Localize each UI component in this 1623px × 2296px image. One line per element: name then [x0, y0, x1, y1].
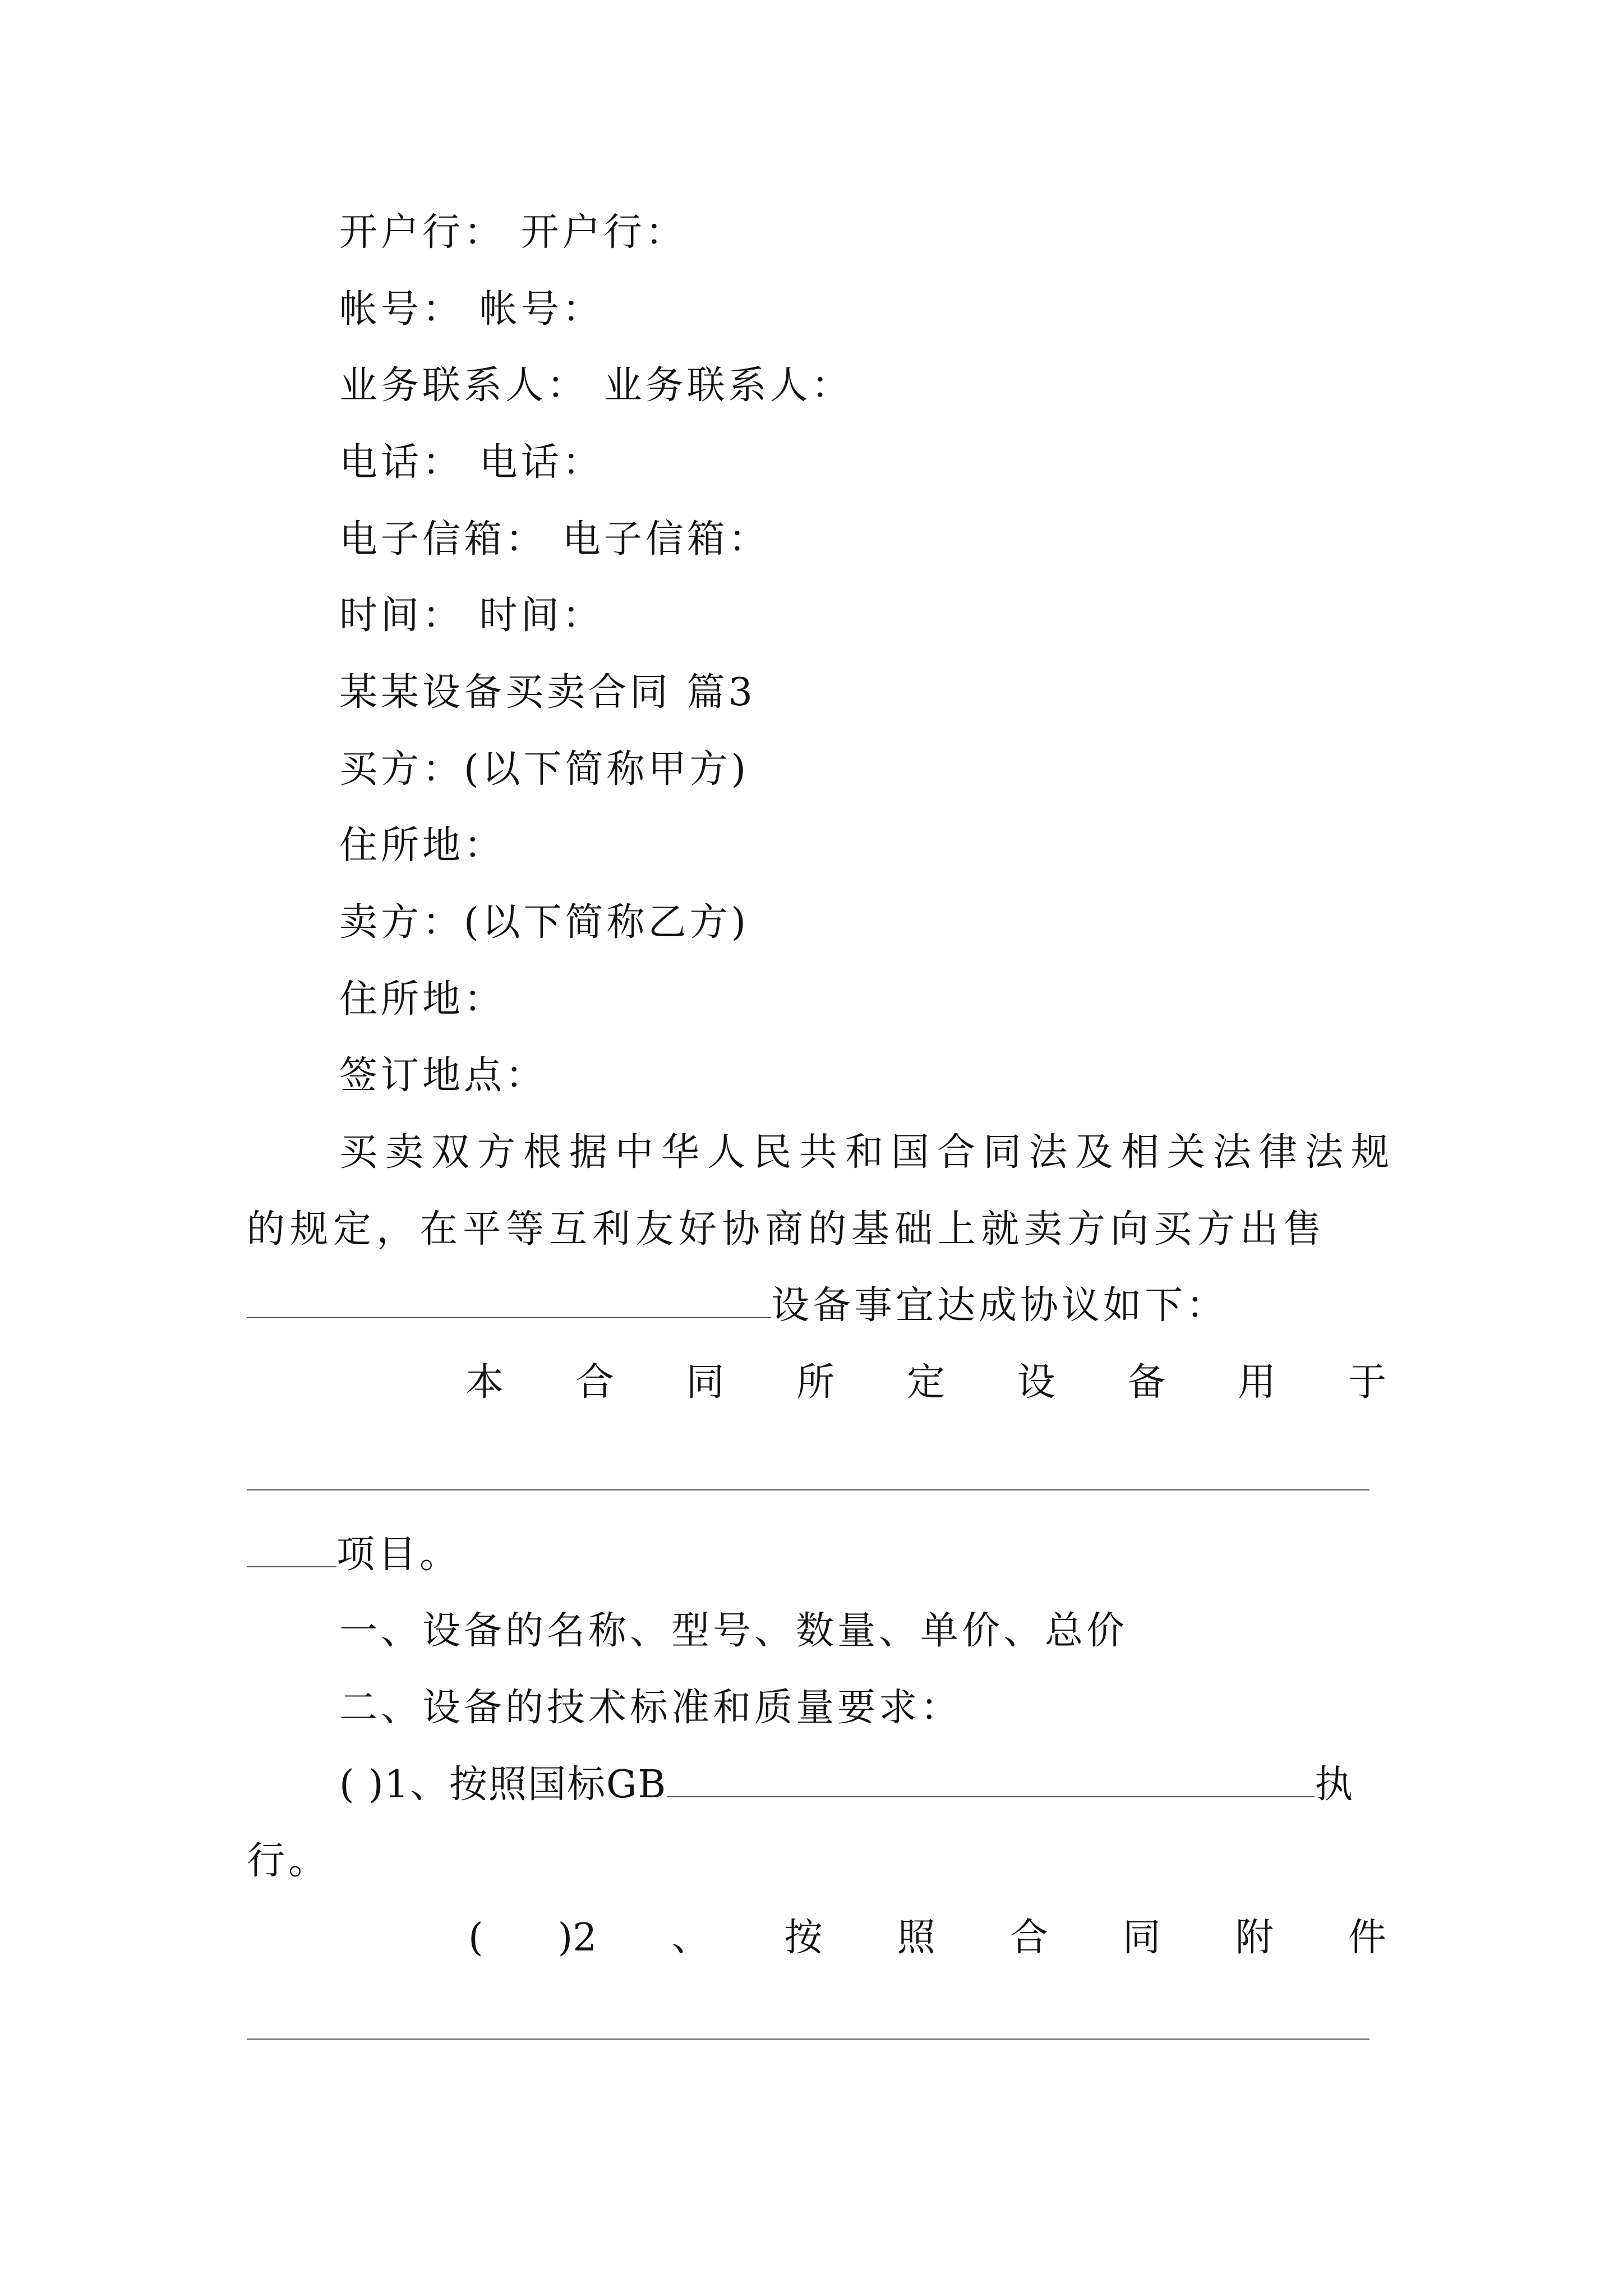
sign-place-line: 签订地点： [339, 1053, 547, 1098]
purpose-line [465, 1358, 1386, 1408]
standard-1-continuation: 行。 [247, 1839, 330, 1883]
project-line [247, 1530, 461, 1580]
standard-2-word: 同 [1122, 1916, 1161, 1960]
standard-2-word: 合 [1009, 1916, 1048, 1960]
purpose-word: 所 [796, 1360, 835, 1405]
standard-1-suffix: 执 [1315, 1763, 1354, 1807]
intro-suffix: 设备事宜达成协议如下： [771, 1283, 1228, 1328]
purpose-word: 同 [686, 1360, 725, 1405]
email-line: 电子信箱： 电子信箱： [339, 517, 770, 562]
seller-line: 卖方：(以下简称乙方) [339, 900, 750, 945]
project-blank [247, 1531, 336, 1567]
intro-paragraph-line-2: 的规定，在平等互利友好协商的基础上就卖方向买方出售 [247, 1207, 1327, 1251]
purpose-word: 合 [575, 1360, 614, 1405]
standard-2-word: 照 [897, 1916, 935, 1960]
standard-2-word: 按 [784, 1916, 823, 1960]
seller-address-line: 住所地： [339, 977, 506, 1022]
purpose-word: 设 [1017, 1360, 1055, 1405]
time-line: 时间： 时间： [339, 593, 604, 638]
standard-1-prefix: ( )1、按照国标GB [339, 1763, 667, 1807]
gb-number-blank [667, 1761, 1315, 1797]
account-line: 帐号： 帐号： [339, 287, 604, 332]
purpose-word: 用 [1238, 1360, 1276, 1405]
attachment-blank-rule [247, 2039, 1370, 2040]
contact-line: 业务联系人： 业务联系人： [339, 364, 853, 408]
purpose-word: 备 [1127, 1360, 1166, 1405]
intro-paragraph-line-3 [247, 1281, 1228, 1331]
standard-2-word: 件 [1348, 1916, 1386, 1960]
buyer-address-line: 住所地： [339, 823, 506, 868]
phone-line: 电话： 电话： [339, 440, 604, 485]
section-1-heading: 一、设备的名称、型号、数量、单价、总价 [339, 1609, 1128, 1653]
standard-2-line [468, 1913, 1386, 1963]
bank-line: 开户行： 开户行： [339, 210, 687, 255]
standard-2-word: )2 [557, 1916, 597, 1960]
standard-2-word: 附 [1235, 1916, 1274, 1960]
standard-2-word: 、 [671, 1916, 710, 1960]
buyer-line: 买方：(以下简称甲方) [339, 747, 750, 792]
equipment-blank [247, 1282, 771, 1318]
section-2-heading: 二、设备的技术标准和质量要求： [339, 1686, 962, 1730]
project-suffix: 项目。 [336, 1533, 462, 1577]
standard-2-word: ( [468, 1916, 483, 1960]
standard-1-line [339, 1760, 1386, 1810]
purpose-word: 本 [465, 1360, 504, 1405]
contract-heading: 某某设备买卖合同 篇3 [339, 670, 756, 715]
purpose-word: 定 [906, 1360, 945, 1405]
intro-paragraph-line-1: 买卖双方根据中华人民共和国合同法及相关法律法规 [339, 1130, 1398, 1175]
purpose-blank-rule [247, 1489, 1370, 1490]
purpose-word: 于 [1348, 1360, 1386, 1405]
